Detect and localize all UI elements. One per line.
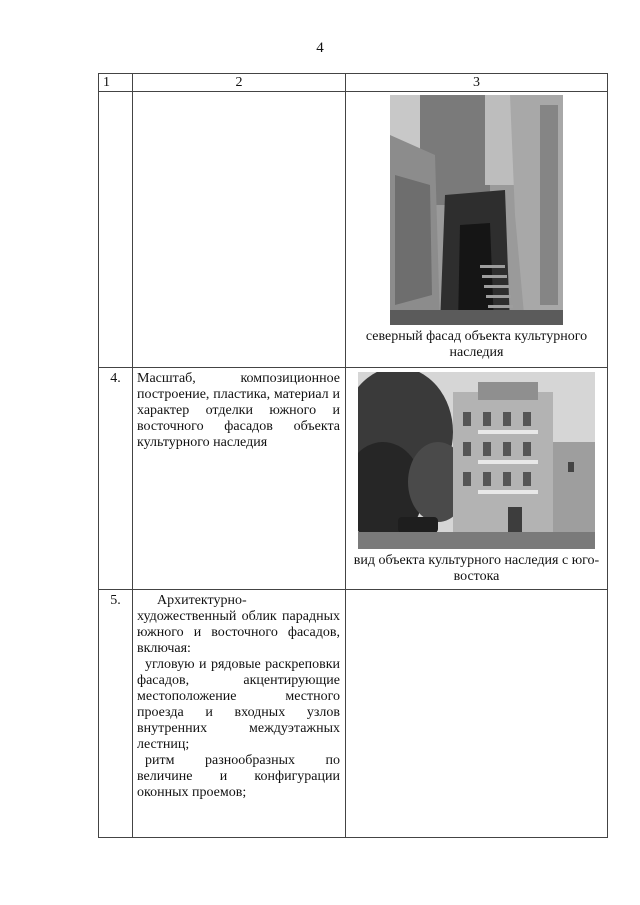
row-description <box>133 590 346 838</box>
north-facade-photo <box>390 95 563 325</box>
photo-caption: северный фасад объекта культурного наследия <box>365 329 588 360</box>
southeast-view-photo <box>358 372 595 549</box>
row-photo-cell <box>346 368 608 590</box>
header-col-2: 2 <box>133 74 346 92</box>
table-row <box>99 368 608 590</box>
row-number: 5. <box>99 590 133 838</box>
table-row <box>99 590 608 838</box>
row-description: Масштаб, композиционное построение, пластика, материал и характер отделки южного и восточного фасадов объекта культурного наследия <box>133 368 346 590</box>
row-intro-text: Архитектурно-художественный облик парадных южного и восточного фасадов, включая: <box>137 593 340 656</box>
row-empty-cell <box>346 590 608 838</box>
list-item: ритм разнообразных по величине и конфигурации оконных проемов; <box>137 753 340 800</box>
table-header-row <box>99 74 608 92</box>
page-number: 4 <box>316 40 324 56</box>
table-row <box>99 92 608 368</box>
header-col-3: 3 <box>346 74 608 92</box>
row-photo-cell <box>346 92 608 368</box>
row-description <box>133 92 346 368</box>
photo-caption: вид объекта культурного наследия с юго-востока <box>353 553 600 584</box>
row-number: 4. <box>99 368 133 590</box>
list-item: угловую и рядовые раскреповки фасадов, акцентирующие местоположение местного проезда и входных узлов внутренних междуэтажных лестниц; <box>137 657 340 752</box>
row-number <box>99 92 133 368</box>
header-col-1: 1 <box>99 74 133 92</box>
heritage-table <box>98 73 608 838</box>
